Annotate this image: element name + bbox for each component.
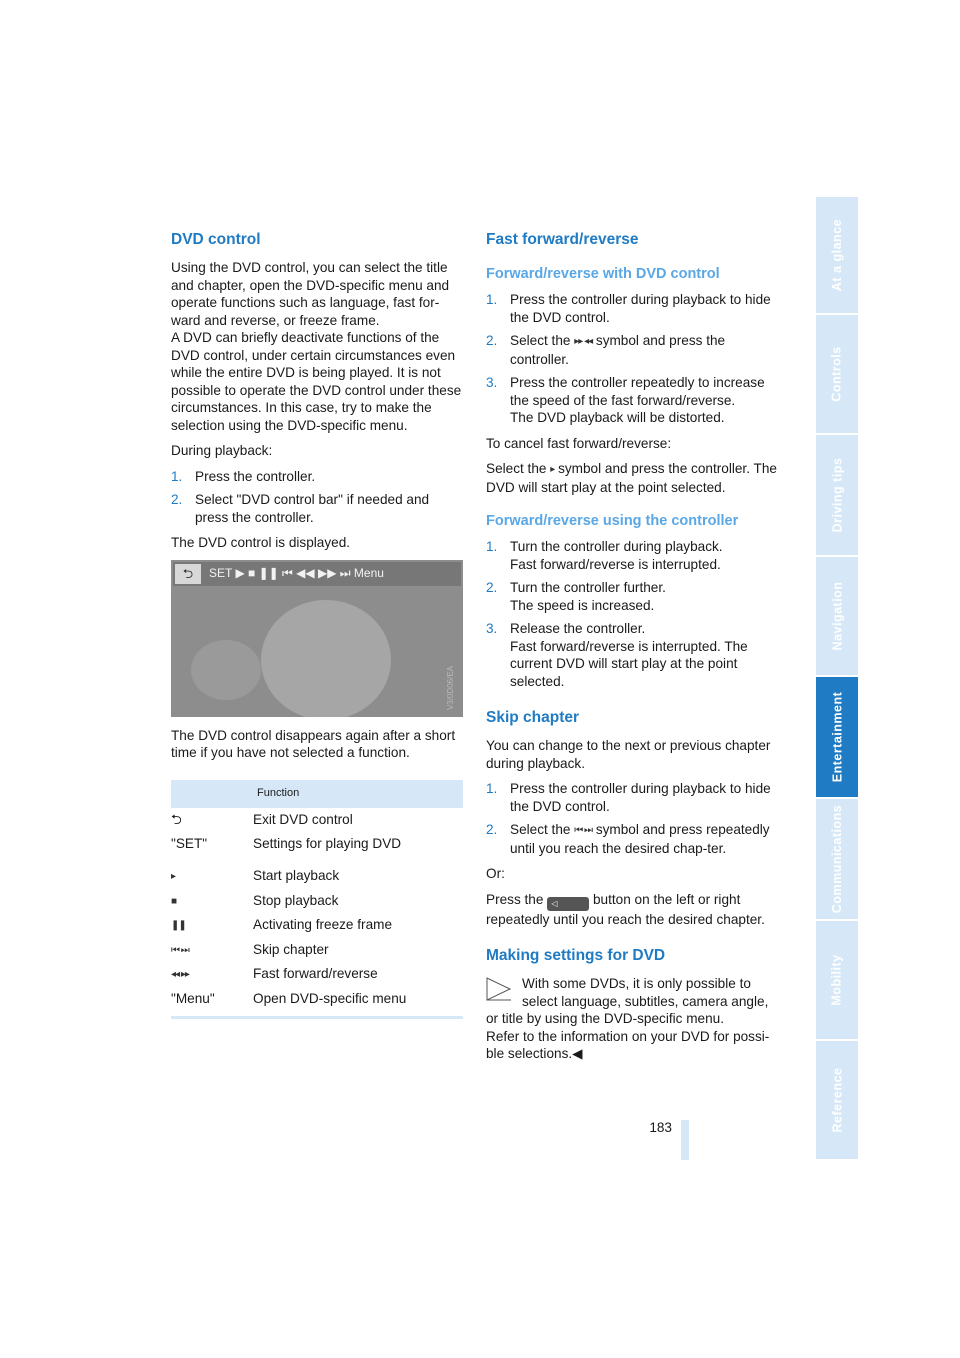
list-item <box>171 491 463 526</box>
press-post: button on the left or right repeatedly until you reach the desired chapter. <box>486 891 765 927</box>
step-text: Press the controller repeatedly to increase the speed of the fast forward/reverse. <box>510 375 765 408</box>
skip-intro-text: You can change to the next or previous chapter during playback. <box>486 738 771 771</box>
disappears-text: The DVD control disappears again after a short time if you have not selected a function. <box>171 727 456 760</box>
steps-list <box>486 538 778 690</box>
intro-paragraph <box>171 259 463 434</box>
table-row <box>171 808 463 832</box>
screenshot-background-shape <box>191 640 261 700</box>
tab-reference[interactable]: Reference <box>816 1041 858 1159</box>
step-text-2: Fast forward/reverse is interrupted. The current DVD will start play at the point selected. <box>510 638 748 689</box>
function-cell: Fast forward/reverse <box>253 966 378 981</box>
page-number-bar <box>681 1120 689 1160</box>
steps-list <box>486 780 778 857</box>
tab-entertainment[interactable]: Entertainment <box>816 677 858 797</box>
step-text-2: The speed is increased. <box>510 597 655 613</box>
function-cell: Activating freeze frame <box>253 917 393 932</box>
symbol-cell: ■ <box>171 895 177 907</box>
step-text-2: The DVD playback will be distorted. <box>510 410 725 425</box>
step-number: 1. <box>486 539 498 554</box>
list-item <box>486 620 778 690</box>
steps-list <box>486 291 778 427</box>
table-row <box>171 987 463 1018</box>
step-text: Release the controller. <box>510 621 646 636</box>
function-cell: Exit DVD control <box>253 812 353 827</box>
note-triangle-icon <box>486 977 512 1001</box>
subheading-controller: Forward/reverse using the controller <box>486 513 739 529</box>
table-row <box>171 962 463 987</box>
step-text-post: symbol and press repeatedly until you reach the desired chap-ter. <box>510 822 770 856</box>
symbol-cell: ❚❚ <box>171 920 186 931</box>
steps-list <box>171 468 463 527</box>
tab-navigation[interactable]: Navigation <box>816 557 858 675</box>
select-post: symbol and press the controller. The DVD will start play at the point selected. <box>486 461 777 495</box>
dvd-osd-bar <box>173 562 461 586</box>
list-item <box>486 579 778 614</box>
tab-at-a-glance[interactable]: At a glance <box>816 197 858 313</box>
step-text-pre: Select the <box>510 822 571 837</box>
select-pre: Select the <box>486 461 547 476</box>
subheading-dvd-control: Forward/reverse with DVD control <box>486 266 720 282</box>
list-item <box>486 291 778 326</box>
function-cell: Open DVD-specific menu <box>253 987 463 1018</box>
back-arrow-icon: ⮌ <box>175 564 201 584</box>
list-item <box>486 374 778 427</box>
step-number: 2. <box>486 580 498 595</box>
note-text: With some DVDs, it is only possible to select language, subtitles, camera angle, or title by using the DVD-specific menu. Refer to the information on your DVD for possi-ble selections.◀ <box>486 976 770 1061</box>
step-text: Press the controller during playback to hide the DVD control. <box>510 292 771 325</box>
table-row <box>171 832 463 856</box>
table-header: Function <box>171 780 463 809</box>
step-text-2: Fast forward/reverse is interrupted. <box>510 556 721 572</box>
note-block <box>486 975 778 1063</box>
list-item <box>486 821 778 857</box>
intro-text-2: A DVD can briefly deactivate functions of the DVD control, under certain circumstances even while the entire DVD is being played. It is not possible to operate the DVD control under these circumstances. In this case, try to make the selection using the DVD-specific menu. <box>171 330 462 433</box>
symbol-cell: ◂◂ ▸▸ <box>171 969 189 980</box>
list-item <box>486 538 778 573</box>
tab-mobility[interactable]: Mobility <box>816 921 858 1039</box>
step-text: Select "DVD control bar" if needed and press the controller. <box>195 492 430 525</box>
step-text: Turn the controller during playback. <box>510 539 723 554</box>
symbol-cell: ⏮ ⏭ <box>171 944 189 956</box>
tab-communications[interactable]: Communications <box>816 799 858 919</box>
table-row <box>171 938 463 963</box>
function-cell: Stop playback <box>253 892 339 908</box>
section-heading-fast-forward: Fast forward/reverse <box>486 231 639 248</box>
function-table <box>171 780 463 1020</box>
function-cell: Settings for playing DVD <box>253 835 402 851</box>
table-row <box>171 913 463 938</box>
step-number: 3. <box>486 375 498 390</box>
step-number: 1. <box>486 292 498 307</box>
step-number: 1. <box>486 781 498 796</box>
skip-chapter-icon: ⏮ ⏭ <box>574 825 593 836</box>
step-text: Turn the controller further. <box>510 580 666 595</box>
play-icon: ▸ <box>550 464 555 475</box>
step-text: Press the controller. <box>195 468 316 484</box>
cancel-text: To cancel fast forward/reverse: <box>486 435 672 451</box>
press-pre: Press the <box>486 891 544 907</box>
or-text: Or: <box>486 866 505 881</box>
right-column <box>486 230 778 1063</box>
step-number: 3. <box>486 621 498 636</box>
left-right-button-icon: ◁ <box>547 897 589 911</box>
step-text: Press the controller during playback to hide the DVD control. <box>510 781 771 814</box>
section-heading-settings: Making settings for DVD <box>486 947 666 964</box>
press-button-paragraph <box>486 891 778 929</box>
image-code: V3/0D06/EA <box>445 666 455 711</box>
list-item <box>486 332 778 368</box>
page-number: 183 <box>649 1120 672 1135</box>
dvd-control-screenshot <box>171 560 463 717</box>
step-number: 2. <box>486 822 498 837</box>
fast-forward-reverse-icon: ▸▸ ◂◂ <box>574 336 593 347</box>
function-cell: Start playback <box>253 868 340 883</box>
section-heading-skip-chapter: Skip chapter <box>486 709 580 726</box>
tab-controls[interactable]: Controls <box>816 315 858 433</box>
table-row <box>171 855 463 889</box>
step-text-pre: Select the <box>510 333 571 348</box>
step-number: 2. <box>171 492 183 507</box>
table-row <box>171 889 463 914</box>
symbol-cell: "SET" <box>171 835 208 851</box>
symbol-cell: ⮌ <box>171 812 182 827</box>
symbol-cell: "Menu" <box>171 987 253 1018</box>
osd-label: SET ▶ ■ ❚❚ ⏮ ◀◀ ▶▶ ⏭ Menu <box>209 565 384 580</box>
screenshot-background-shape <box>261 600 391 717</box>
displayed-text: The DVD control is displayed. <box>171 535 351 550</box>
intro-text: Using the DVD control, you can select the title and chapter, open the DVD-specific menu and operate functions such as language, fast for-ward and reverse, or freeze frame. <box>171 260 450 328</box>
tab-driving-tips[interactable]: Driving tips <box>816 435 858 555</box>
symbol-cell: ▸ <box>171 871 176 882</box>
list-item <box>486 780 778 815</box>
step-text-post: symbol and press the controller. <box>510 333 726 367</box>
step-number: 1. <box>171 468 183 484</box>
function-cell: Skip chapter <box>253 941 329 957</box>
left-column <box>171 230 463 1019</box>
section-heading-dvd-control: DVD control <box>171 231 261 248</box>
select-play-paragraph <box>486 460 778 496</box>
chapter-tabs <box>816 197 858 1161</box>
step-number: 2. <box>486 333 498 348</box>
during-playback-text: During playback: <box>171 443 273 458</box>
list-item <box>171 468 463 486</box>
